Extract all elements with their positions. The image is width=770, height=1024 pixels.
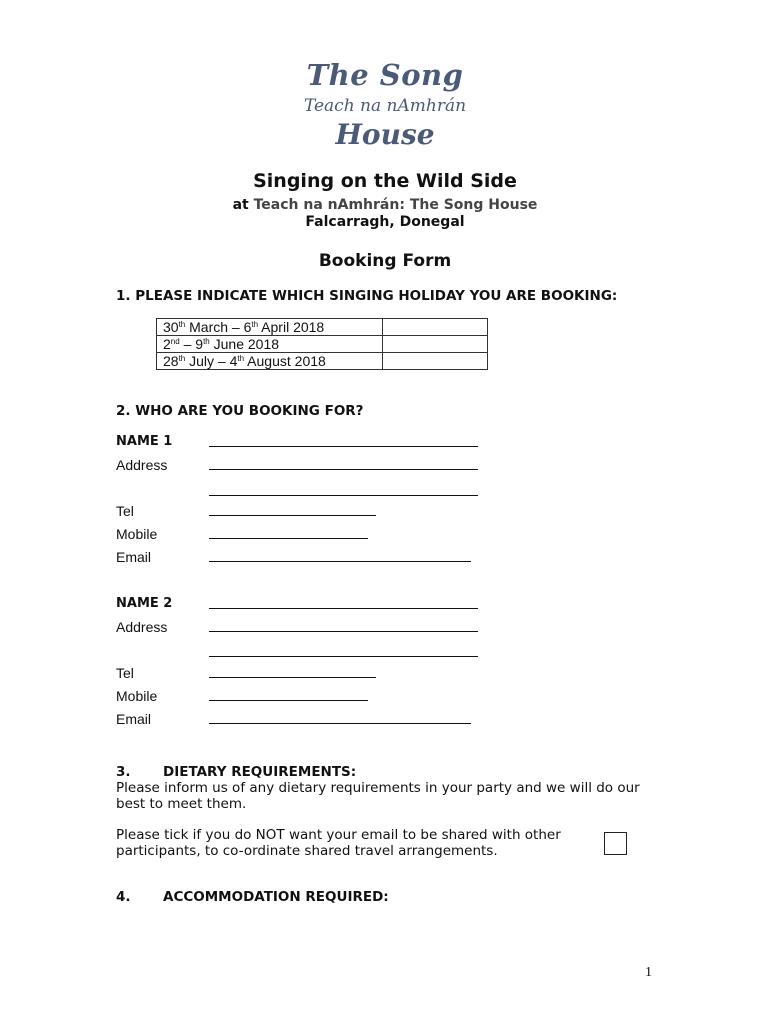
holiday-checkbox-cell[interactable] [383, 319, 488, 336]
email-1-field[interactable] [209, 561, 471, 562]
subtitle [0, 197, 770, 213]
section-4-number: 4. [116, 889, 131, 905]
section-1-heading: 1. PLEASE INDICATE WHICH SINGING HOLIDAY YOU ARE BOOKING: [116, 288, 618, 304]
logo-line-1: The Song [306, 58, 464, 92]
logo [290, 52, 480, 160]
name-2-field[interactable] [209, 608, 478, 609]
address-1-label: Address [116, 457, 168, 473]
holiday-checkbox-cell[interactable] [383, 336, 488, 353]
section-4-heading [116, 889, 389, 905]
form-title: Booking Form [318, 251, 452, 271]
subtitle-venue: Teach na nAmhrán: The Song House [253, 197, 538, 213]
logo-line-2: Teach na nAmhrán [303, 96, 467, 116]
email-2-field[interactable] [209, 723, 471, 724]
subtitle-at: at [232, 197, 249, 213]
section-4-title: ACCOMMODATION REQUIRED: [163, 889, 389, 905]
section-2-heading: 2. WHO ARE YOU BOOKING FOR? [116, 403, 364, 419]
section-3-heading [116, 764, 357, 780]
address-1-line-2-field[interactable] [209, 495, 478, 496]
mobile-2-field[interactable] [209, 700, 368, 701]
tel-2-label: Tel [116, 665, 134, 681]
dietary-text: Please inform us of any dietary requirements in your party and we will do our best to meet them. [116, 780, 640, 812]
page-title: Singing on the Wild Side [253, 170, 517, 192]
holiday-date: 28th July – 4th August 2018 [157, 353, 383, 370]
address-2-line-2-field[interactable] [209, 656, 478, 657]
holiday-row [157, 353, 488, 370]
name-2-label: NAME 2 [116, 596, 173, 611]
holiday-row [157, 336, 488, 353]
email-2-label: Email [116, 711, 152, 727]
address-2-line-1-field[interactable] [209, 631, 478, 632]
holiday-table [156, 318, 488, 370]
mobile-1-field[interactable] [209, 538, 368, 539]
email-share-checkbox[interactable] [604, 832, 627, 855]
tel-2-field[interactable] [209, 677, 376, 678]
address-1-line-1-field[interactable] [209, 469, 478, 470]
holiday-date: 30th March – 6th April 2018 [157, 319, 383, 336]
holiday-checkbox-cell[interactable] [383, 353, 488, 370]
section-3-title: DIETARY REQUIREMENTS: [163, 764, 357, 780]
mobile-1-label: Mobile [116, 526, 158, 542]
logo-line-3: House [335, 118, 435, 151]
location: Falcarragh, Donegal [305, 214, 465, 230]
address-2-label: Address [116, 619, 168, 635]
name-1-label: NAME 1 [116, 434, 173, 449]
name-1-field[interactable] [209, 446, 478, 447]
section-3-number: 3. [116, 764, 131, 780]
holiday-row [157, 319, 488, 336]
email-1-label: Email [116, 549, 152, 565]
tel-1-field[interactable] [209, 515, 376, 516]
email-share-text: Please tick if you do NOT want your email to be shared with other participants, to co-ordinate shared travel arrangements. [116, 827, 561, 859]
mobile-2-label: Mobile [116, 688, 158, 704]
holiday-date: 2nd – 9th June 2018 [157, 336, 383, 353]
page-number: 1 [645, 965, 652, 980]
tel-1-label: Tel [116, 503, 134, 519]
